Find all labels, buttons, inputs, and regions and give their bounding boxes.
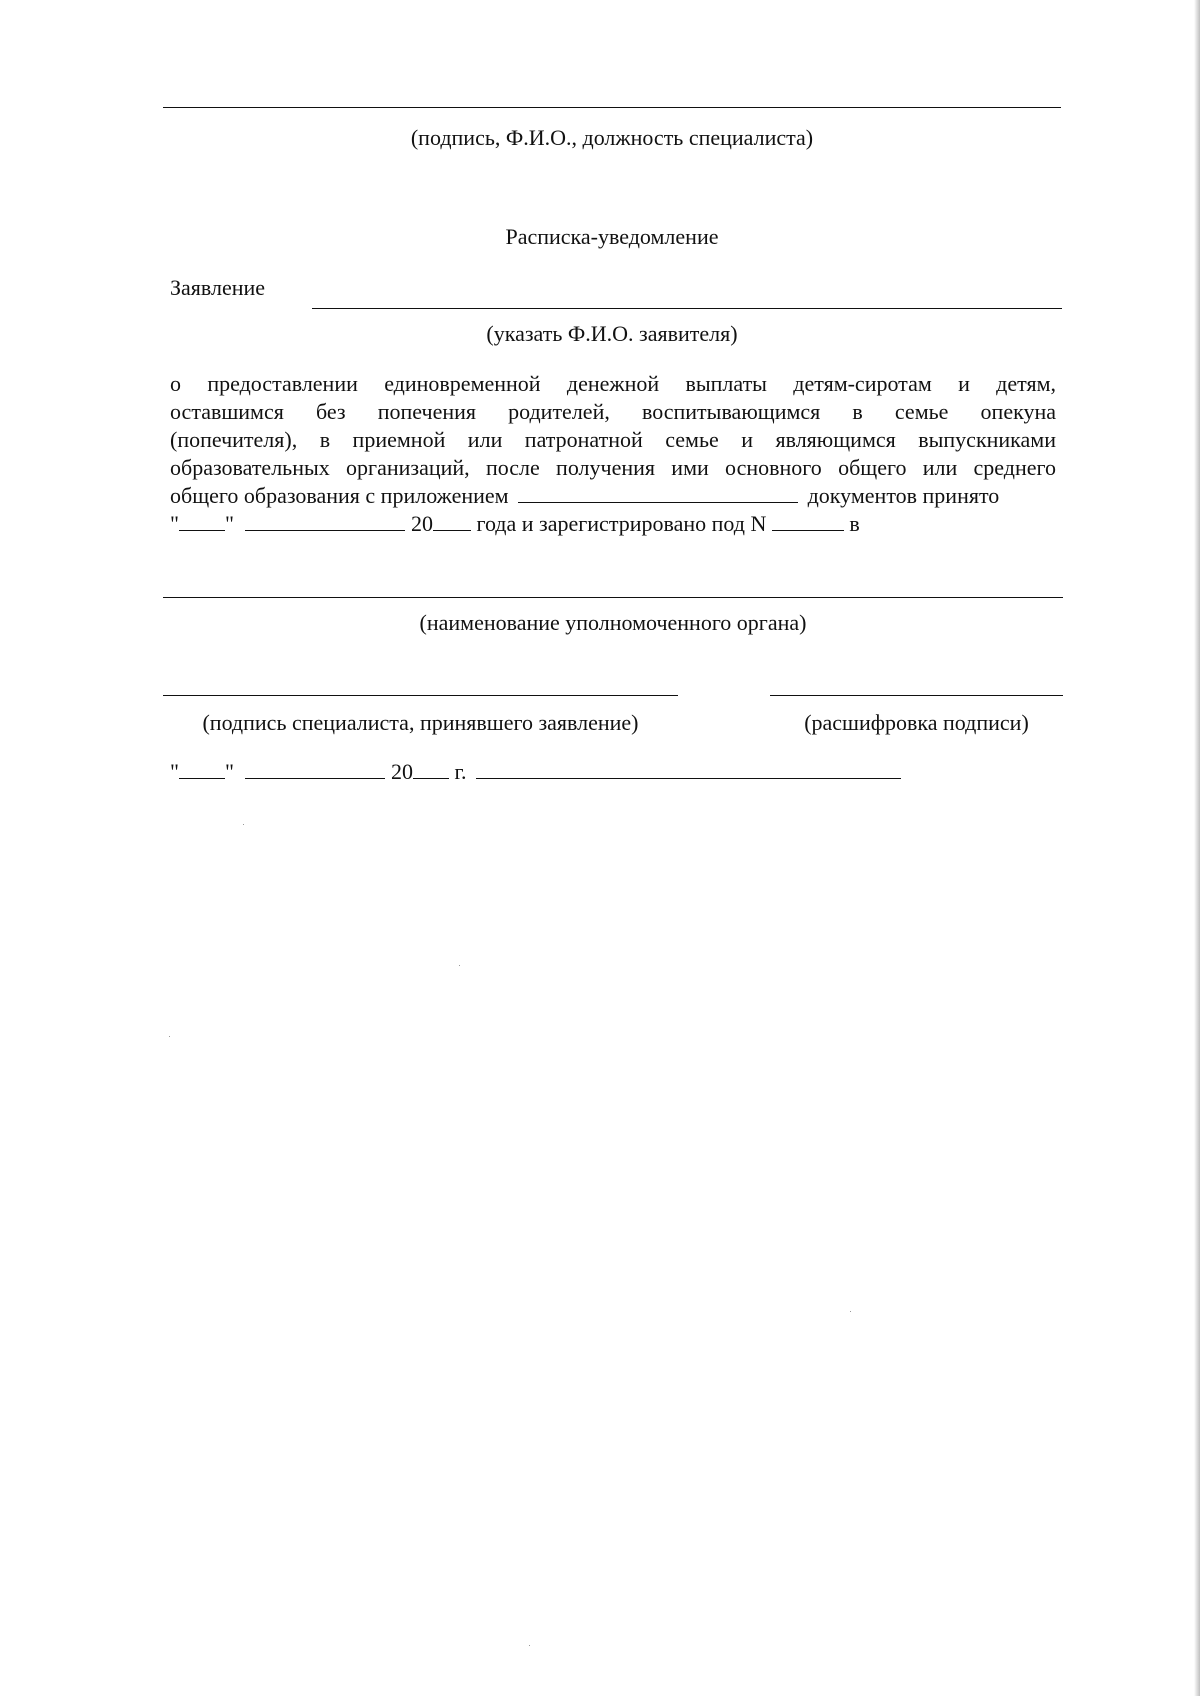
date-quote-close: " <box>224 759 234 784</box>
paragraph-line-5-start: общего образования с приложением <box>170 483 509 508</box>
statement-paragraph <box>170 370 1056 538</box>
top-signature-line <box>163 107 1061 108</box>
statement-label: Заявление <box>170 275 266 300</box>
signature-decryption-caption: (расшифровка подписи) <box>804 710 1029 735</box>
scan-speck <box>169 1036 170 1037</box>
year-blank[interactable] <box>433 512 471 531</box>
date-signature-blank[interactable] <box>476 760 901 779</box>
scan-speck <box>529 1645 530 1646</box>
day-blank[interactable] <box>179 512 225 531</box>
paragraph-line-3: (попечителя), в приемной или патронатной семье и являющимся выпускниками <box>170 427 1056 452</box>
date-year-suffix: г. <box>454 759 467 784</box>
paragraph-line-5-end: документов принято <box>807 483 1000 508</box>
registration-number-blank[interactable] <box>772 512 844 531</box>
applicant-caption: (указать Ф.И.О. заявителя) <box>486 321 738 346</box>
quote-open: " <box>170 511 179 536</box>
paragraph-line-6 <box>170 510 1056 538</box>
month-blank[interactable] <box>245 512 405 531</box>
specialist-signature-caption: (подпись специалиста, принявшего заявление) <box>202 710 639 735</box>
paragraph-line-2: оставшимся без попечения родителей, воспитывающимся в семье опекуна <box>170 399 1056 424</box>
paragraph-line-4: образовательных организаций, после получения ими основного общего или среднего <box>170 455 1056 480</box>
date-quote-open: " <box>170 759 179 784</box>
date-year-blank[interactable] <box>413 760 449 779</box>
paragraph-line-6-end: в <box>849 511 860 536</box>
year-prefix: 20 <box>410 511 433 536</box>
date-day-blank[interactable] <box>179 760 225 779</box>
scan-speck <box>243 824 244 825</box>
specialist-signature-line <box>163 695 678 696</box>
paragraph-line-1: о предоставлении единовременной денежной выплаты детям-сиротам и детям, <box>170 371 1056 396</box>
scan-speck <box>850 1311 851 1312</box>
applicant-name-line <box>312 308 1062 309</box>
attachments-count-blank[interactable] <box>518 484 798 503</box>
date-year-prefix: 20 <box>390 759 413 784</box>
date-month-blank[interactable] <box>245 760 385 779</box>
document-title: Расписка-уведомление <box>505 224 719 249</box>
paragraph-line-5 <box>170 482 1056 510</box>
scan-speck <box>459 965 460 966</box>
quote-close: " <box>224 511 234 536</box>
signature-decryption-line <box>770 695 1063 696</box>
top-signature-caption: (подпись, Ф.И.О., должность специалиста) <box>410 125 814 150</box>
authority-caption: (наименование уполномоченного органа) <box>419 610 807 635</box>
authority-line <box>163 597 1063 598</box>
date-row <box>170 760 901 783</box>
page-edge <box>1194 0 1200 1696</box>
paragraph-line-6-middle: года и зарегистрировано под N <box>476 511 767 536</box>
